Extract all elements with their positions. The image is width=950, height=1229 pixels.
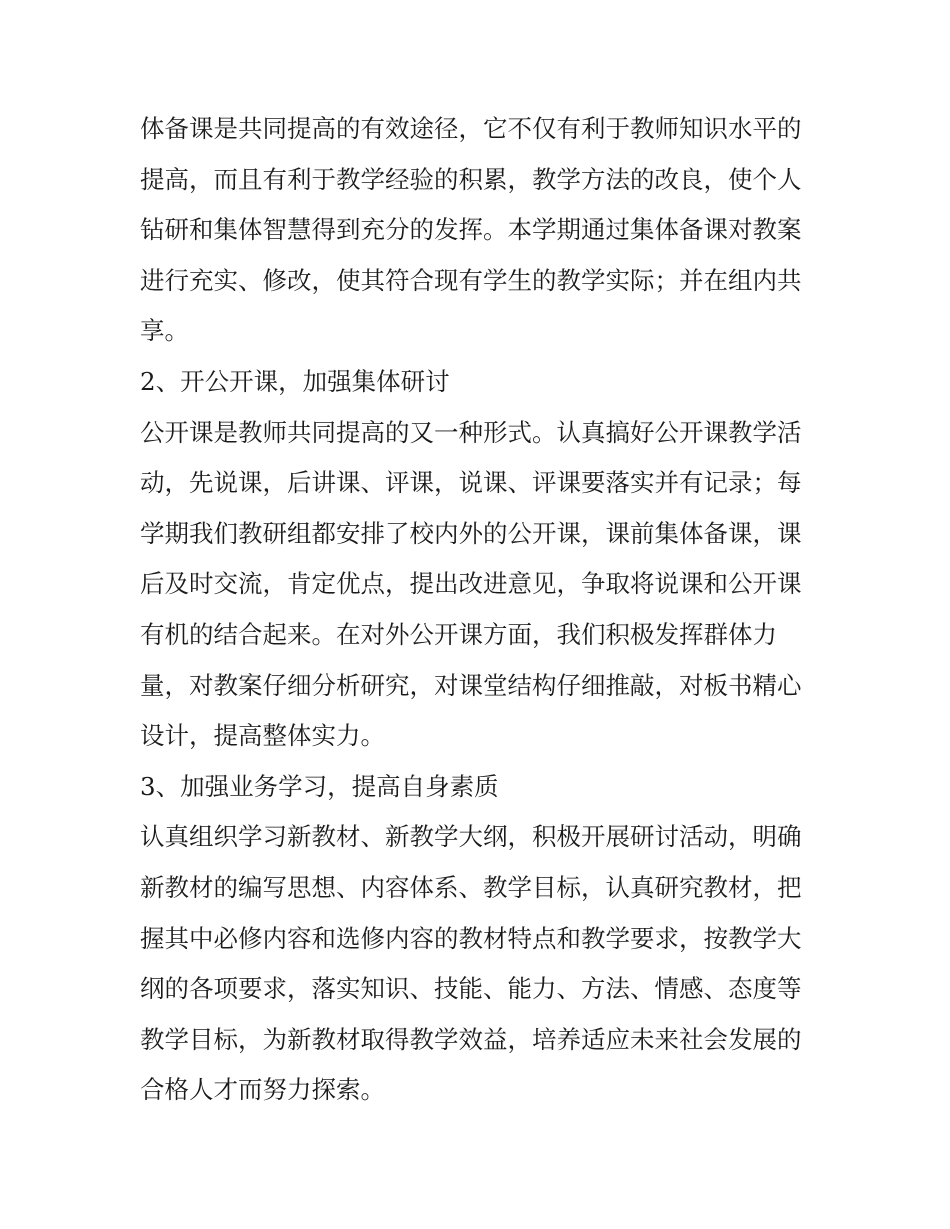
- body-text-line: 设计，提高整体实力。: [140, 721, 385, 751]
- body-text-line: 认真组织学习新教材、新教学大纲，积极开展研讨活动，明确: [140, 822, 802, 852]
- section-heading: 2、开公开课，加强集体研讨: [140, 366, 450, 396]
- body-text-line: 钻研和集体智慧得到充分的发挥。本学期通过集体备课对教案: [140, 215, 802, 245]
- body-text-line: 公开课是教师共同提高的又一种形式。认真搞好公开课教学活: [140, 417, 802, 447]
- document-body: [140, 104, 820, 1116]
- body-text-line: 握其中必修内容和选修内容的教材特点和教学要求，按教学大: [140, 923, 802, 953]
- section-heading: 3、加强业务学习，提高自身素质: [140, 771, 499, 801]
- body-text-line: 纲的各项要求，落实知识、技能、能力、方法、情感、态度等: [140, 974, 802, 1004]
- body-text-line: 体备课是共同提高的有效途径，它不仅有利于教师知识水平的: [140, 114, 802, 143]
- body-text-line: 新教材的编写思想、内容体系、教学目标，认真研究教材，把: [140, 872, 802, 902]
- body-text-line: 后及时交流，肯定优点，提出改进意见，争取将说课和公开课: [140, 569, 802, 599]
- body-text-line: 量，对教案仔细分析研究，对课堂结构仔细推敲，对板书精心: [140, 670, 802, 700]
- body-text-line: 合格人才而努力探索。: [140, 1075, 385, 1105]
- body-text-line: 进行充实、修改，使其符合现有学生的教学实际；并在组内共: [140, 265, 802, 295]
- body-text-line: 学期我们教研组都安排了校内外的公开课，课前集体备课，课: [140, 518, 802, 548]
- body-text-line: 享。: [140, 316, 189, 346]
- body-text-line: 提高，而且有利于教学经验的积累，教学方法的改良，使个人: [140, 164, 802, 194]
- body-text-line: 有机的结合起来。在对外公开课方面，我们积极发挥群体力: [140, 619, 777, 649]
- body-text-line: 动，先说课，后讲课、评课，说课、评课要落实并有记录；每: [140, 468, 802, 498]
- body-text-line: 教学目标，为新教材取得教学效益，培养适应未来社会发展的: [140, 1024, 802, 1054]
